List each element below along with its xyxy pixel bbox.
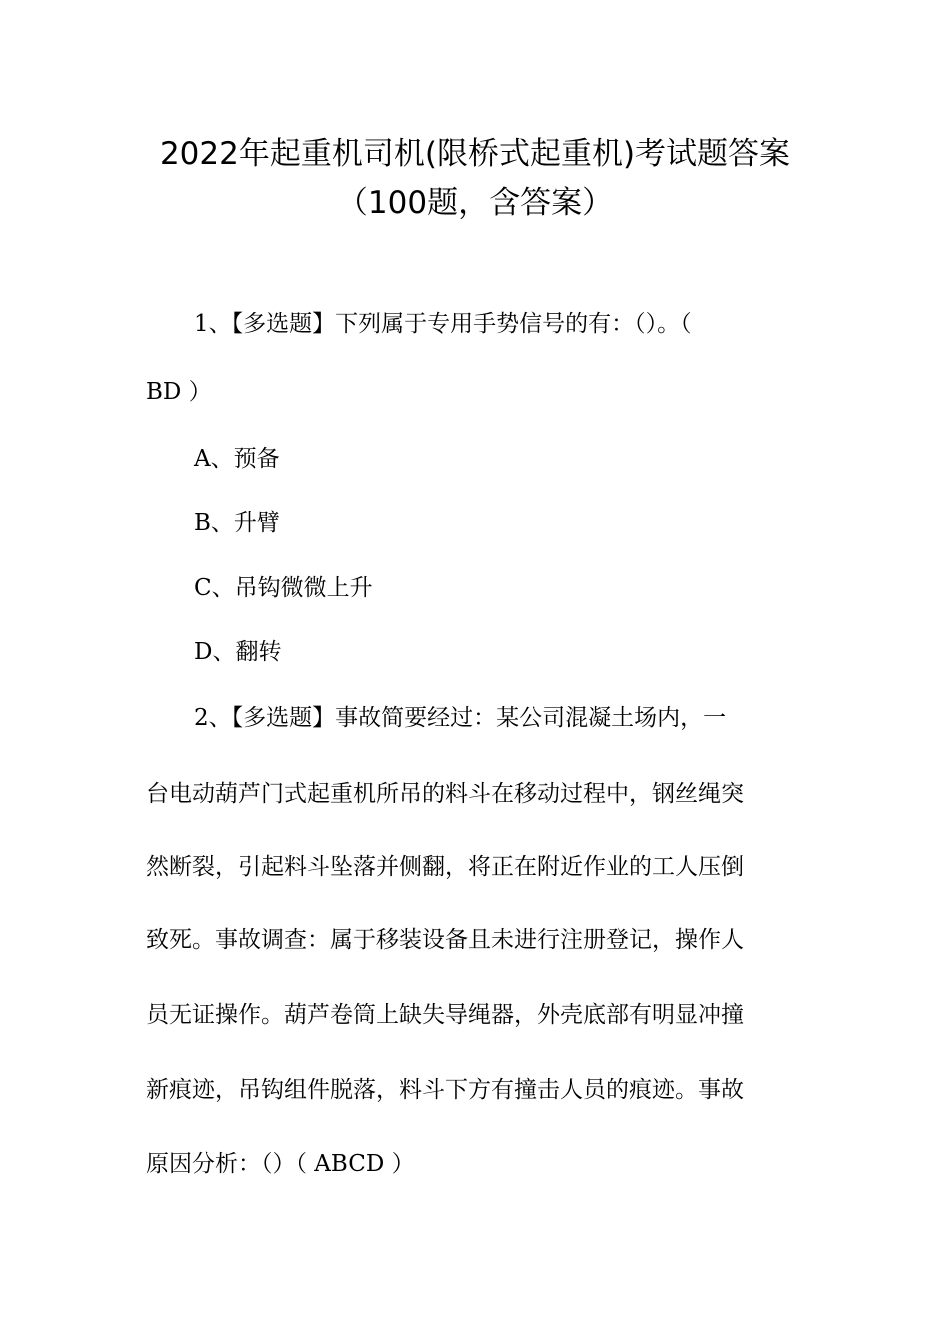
question-2-line-7: 原因分析：（）（ ABCD ）	[146, 1151, 415, 1177]
question-2-line-3: 然断裂，引起料斗坠落并侧翻，将正在附近作业的工人压倒	[146, 854, 744, 880]
question-1-stem: 1、【多选题】下列属于专用手势信号的有：（）。（	[194, 311, 692, 337]
question-1-option-d: D、翻转	[194, 639, 282, 665]
question-1-answer: BD ）	[146, 379, 212, 405]
question-2-line-1: 2、【多选题】事故简要经过：某公司混凝土场内，一	[194, 705, 727, 731]
question-1-option-b: B、升臂	[194, 510, 280, 536]
document-title-line-2: （100题，含答案）	[336, 185, 614, 221]
document-title-line-1: 2022年起重机司机(限桥式起重机)考试题答案	[159, 136, 791, 172]
question-1-option-c: C、吊钩微微上升	[194, 575, 373, 601]
question-2-line-2: 台电动葫芦门式起重机所吊的料斗在移动过程中，钢丝绳突	[146, 781, 744, 807]
question-2-line-6: 新痕迹，吊钩组件脱落，料斗下方有撞击人员的痕迹。事故	[146, 1077, 744, 1103]
question-2-line-4: 致死。事故调查：属于移装设备且未进行注册登记，操作人	[146, 927, 744, 953]
question-2-line-5: 员无证操作。葫芦卷筒上缺失导绳器，外壳底部有明显冲撞	[146, 1002, 744, 1028]
question-1-option-a: A、预备	[194, 446, 280, 472]
